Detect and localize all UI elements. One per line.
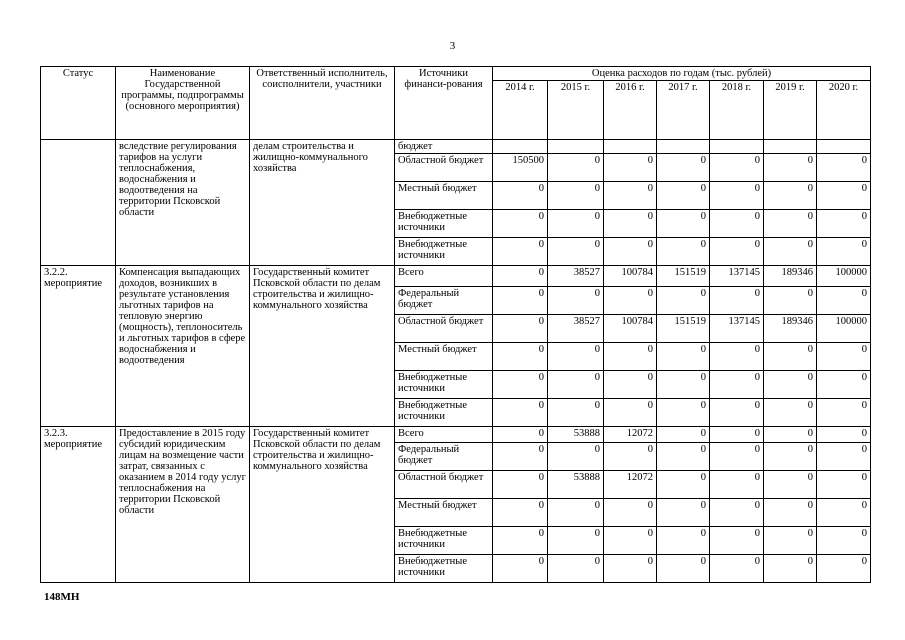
cell-executor: делам строительства и жилищно-коммунального хозяйства <box>250 140 395 266</box>
cell-value: 0 <box>548 210 604 238</box>
cell-value: 100784 <box>604 266 657 287</box>
cell-value: 0 <box>493 555 548 583</box>
cell-value: 0 <box>548 499 604 527</box>
cell-value: 0 <box>548 287 604 315</box>
cell-name: вследствие регулирования тарифов на услуги теплоснабжения, водоснабжения и водоотведения на территории Псковской области <box>116 140 250 266</box>
cell-value: 189346 <box>764 315 817 343</box>
cell-value: 0 <box>710 287 764 315</box>
cell-value: 137145 <box>710 315 764 343</box>
cell-value: 0 <box>604 399 657 427</box>
cell-value: 0 <box>817 427 871 443</box>
cell-value: 0 <box>493 343 548 371</box>
cell-value: 0 <box>764 210 817 238</box>
cell-value: 0 <box>817 343 871 371</box>
cell-value: 0 <box>657 427 710 443</box>
cell-value: 0 <box>548 555 604 583</box>
cell-source: Местный бюджет <box>395 343 493 371</box>
cell-value: 189346 <box>764 266 817 287</box>
cell-value: 0 <box>710 371 764 399</box>
cell-value: 0 <box>604 210 657 238</box>
header-status: Статус <box>41 67 116 140</box>
cell-value: 0 <box>657 210 710 238</box>
header-row <box>41 67 871 81</box>
cell-source: Всего <box>395 266 493 287</box>
cell-value: 0 <box>548 371 604 399</box>
cell-value: 38527 <box>548 315 604 343</box>
cell-value: 150500 <box>493 154 548 182</box>
cell-value: 100784 <box>604 315 657 343</box>
header-year: 2016 г. <box>604 81 657 140</box>
cell-value: 0 <box>764 343 817 371</box>
cell-value: 0 <box>657 287 710 315</box>
cell-value: 0 <box>493 287 548 315</box>
cell-value: 0 <box>548 443 604 471</box>
cell-value: 0 <box>493 471 548 499</box>
cell-source: Всего <box>395 427 493 443</box>
cell-value: 0 <box>817 443 871 471</box>
cell-source: Федеральный бюджет <box>395 287 493 315</box>
cell-value: 0 <box>548 343 604 371</box>
table-row <box>41 427 871 443</box>
cell-value: 0 <box>764 499 817 527</box>
cell-status: 3.2.3. мероприятие <box>41 427 116 583</box>
cell-value <box>493 140 548 154</box>
cell-value: 151519 <box>657 266 710 287</box>
cell-value: 0 <box>657 399 710 427</box>
cell-value: 0 <box>657 343 710 371</box>
cell-value: 0 <box>657 238 710 266</box>
cell-value: 0 <box>604 343 657 371</box>
cell-source: Местный бюджет <box>395 182 493 210</box>
cell-value: 0 <box>493 371 548 399</box>
cell-value: 0 <box>764 427 817 443</box>
cell-value: 0 <box>817 399 871 427</box>
table-row <box>41 266 871 287</box>
cell-value: 0 <box>493 182 548 210</box>
cell-value: 0 <box>764 154 817 182</box>
cell-value: 0 <box>604 443 657 471</box>
cell-value: 0 <box>604 287 657 315</box>
cell-value: 0 <box>710 343 764 371</box>
cell-value: 12072 <box>604 427 657 443</box>
cell-value: 12072 <box>604 471 657 499</box>
cell-value: 0 <box>817 210 871 238</box>
cell-value: 100000 <box>817 266 871 287</box>
header-year: 2020 г. <box>817 81 871 140</box>
cell-value: 0 <box>548 154 604 182</box>
cell-value <box>764 140 817 154</box>
cell-value: 0 <box>764 443 817 471</box>
cell-value: 0 <box>764 399 817 427</box>
cell-value: 0 <box>548 238 604 266</box>
cell-name: Предоставление в 2015 году субсидий юридическим лицам на возмещение части затрат, связанных с оказанием в 2014 году услуг теплоснабжения на территории Псковской области <box>116 427 250 583</box>
cell-value: 0 <box>817 238 871 266</box>
header-name: Наименование Государственной программы, подпрограммы (основного мероприятия) <box>116 67 250 140</box>
cell-name: Компенсация выпадающих доходов, возникших в результате установления льготных тарифов на тепловую энергию (мощность), теплоноситель и льготных тарифов в сфере водоснабжения и водоотведения <box>116 266 250 427</box>
cell-value: 0 <box>604 238 657 266</box>
cell-value: 0 <box>493 399 548 427</box>
cell-value: 100000 <box>817 315 871 343</box>
header-executor: Ответственный исполнитель, соисполнители, участники <box>250 67 395 140</box>
cell-value: 0 <box>764 182 817 210</box>
cell-value <box>817 140 871 154</box>
cell-value <box>657 140 710 154</box>
header-year: 2015 г. <box>548 81 604 140</box>
budget-table <box>40 66 871 583</box>
cell-source: Внебюджетные источники <box>395 527 493 555</box>
header-estimate: Оценка расходов по годам (тыс. рублей) <box>493 67 871 81</box>
cell-value: 0 <box>493 315 548 343</box>
cell-value: 0 <box>657 499 710 527</box>
cell-value: 0 <box>817 527 871 555</box>
cell-value: 0 <box>548 399 604 427</box>
cell-value: 0 <box>817 154 871 182</box>
table-row <box>41 140 871 154</box>
cell-source: Внебюджетные источники <box>395 371 493 399</box>
cell-source: Областной бюджет <box>395 471 493 499</box>
cell-value: 0 <box>657 527 710 555</box>
cell-value: 0 <box>657 555 710 583</box>
cell-value: 0 <box>817 287 871 315</box>
cell-value: 0 <box>657 471 710 499</box>
cell-value: 0 <box>764 555 817 583</box>
cell-value: 0 <box>493 266 548 287</box>
cell-value: 0 <box>604 182 657 210</box>
cell-value: 0 <box>710 471 764 499</box>
cell-value: 0 <box>548 182 604 210</box>
cell-value: 0 <box>493 443 548 471</box>
cell-value: 0 <box>710 499 764 527</box>
cell-value: 0 <box>493 238 548 266</box>
cell-value: 0 <box>604 555 657 583</box>
cell-value: 0 <box>657 154 710 182</box>
cell-value: 0 <box>817 182 871 210</box>
header-year: 2014 г. <box>493 81 548 140</box>
header-year: 2019 г. <box>764 81 817 140</box>
cell-executor: Государственный комитет Псковской области по делам строительства и жилищно-коммунального хозяйства <box>250 427 395 583</box>
cell-source: Внебюджетные источники <box>395 210 493 238</box>
cell-value: 0 <box>764 371 817 399</box>
cell-value: 0 <box>764 471 817 499</box>
cell-value: 0 <box>604 371 657 399</box>
cell-value <box>604 140 657 154</box>
cell-value: 0 <box>710 555 764 583</box>
cell-source: Областной бюджет <box>395 315 493 343</box>
cell-value: 0 <box>817 471 871 499</box>
cell-source: Областной бюджет <box>395 154 493 182</box>
cell-value: 0 <box>710 443 764 471</box>
cell-value: 0 <box>764 238 817 266</box>
cell-value: 0 <box>710 154 764 182</box>
header-year: 2017 г. <box>657 81 710 140</box>
cell-value <box>710 140 764 154</box>
cell-value: 0 <box>710 238 764 266</box>
cell-value: 0 <box>493 527 548 555</box>
footer-code: 148МН <box>44 591 80 603</box>
cell-value: 0 <box>764 287 817 315</box>
cell-value <box>548 140 604 154</box>
cell-value: 0 <box>493 210 548 238</box>
cell-value: 0 <box>710 427 764 443</box>
cell-value: 0 <box>604 154 657 182</box>
cell-value: 151519 <box>657 315 710 343</box>
cell-status: 3.2.2. мероприятие <box>41 266 116 427</box>
cell-value: 0 <box>710 399 764 427</box>
cell-value: 0 <box>657 371 710 399</box>
cell-value: 137145 <box>710 266 764 287</box>
cell-value: 0 <box>548 527 604 555</box>
cell-source: Внебюджетные источники <box>395 399 493 427</box>
cell-value: 0 <box>493 427 548 443</box>
cell-value: 0 <box>657 443 710 471</box>
cell-value: 0 <box>710 527 764 555</box>
cell-value: 0 <box>710 210 764 238</box>
cell-value: 0 <box>604 499 657 527</box>
cell-executor: Государственный комитет Псковской области по делам строительства и жилищно-коммунального хозяйства <box>250 266 395 427</box>
cell-value: 0 <box>817 371 871 399</box>
cell-value: 0 <box>657 182 710 210</box>
cell-value: 53888 <box>548 427 604 443</box>
cell-value: 0 <box>710 182 764 210</box>
cell-value: 0 <box>817 555 871 583</box>
cell-value: 53888 <box>548 471 604 499</box>
cell-value: 0 <box>764 527 817 555</box>
cell-source: Местный бюджет <box>395 499 493 527</box>
cell-value: 0 <box>493 499 548 527</box>
cell-value: 0 <box>817 499 871 527</box>
cell-value: 38527 <box>548 266 604 287</box>
cell-source: Внебюджетные источники <box>395 555 493 583</box>
cell-status <box>41 140 116 266</box>
header-year: 2018 г. <box>710 81 764 140</box>
cell-source: Федеральный бюджет <box>395 443 493 471</box>
cell-source: бюджет <box>395 140 493 154</box>
cell-value: 0 <box>604 527 657 555</box>
page-number: 3 <box>449 40 456 52</box>
cell-source: Внебюджетные источники <box>395 238 493 266</box>
header-sources: Источники финанси-рования <box>395 67 493 140</box>
